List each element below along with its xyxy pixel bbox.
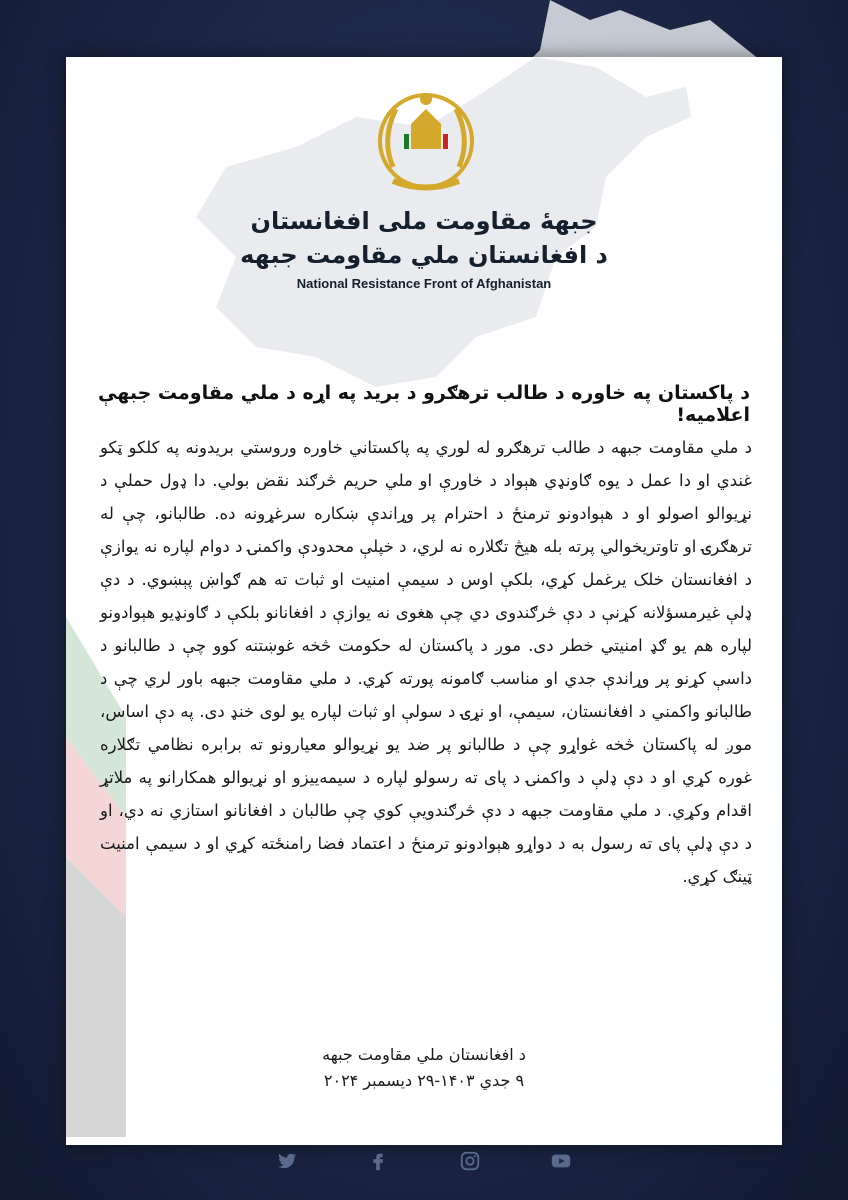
statement-sheet xyxy=(66,57,782,1145)
facebook-icon[interactable] xyxy=(367,1150,389,1172)
signature-block xyxy=(66,1042,782,1094)
signature-date: ۹ جدي ۱۴۰۳-۲۹ دیسمبر ۲۰۲۴ xyxy=(323,1071,525,1090)
org-name-dari: جبههٔ مقاومت ملی افغانستان xyxy=(250,207,598,235)
signature-org: د افغانستان ملي مقاومت جبهه xyxy=(322,1045,526,1064)
instagram-icon[interactable] xyxy=(459,1150,481,1172)
social-links xyxy=(276,1150,572,1172)
statement-body: د ملي مقاومت جبهه د طالب ترهګرو له لوري په پاکستاني خاوره وروستي بریدونه په کلکو ټکو غندي او دا عمل د یوه ګاونډي هېواد د خاورې او ملي حریم څرګند نقض بولي. دا ډول حملې د نړیوالو اصولو او د هېوادونو ترمنځ د احترام پر وړاندې ښکاره سرغړونه ده. طالبانو، چې له ترهګرۍ او تاوتریخوالي پرته بله هیڅ تګلاره نه لري، د خپلې محدودې واکمنۍ د دوام لپاره نه یوازې د افغانستان خلک یرغمل کړي، بلکې اوس د سیمې امنیت او ثبات ته هم ګواښ پېښوي. د دې ډلې غیرمسؤلانه کړنې د دې څرګندوی دي چې هغوی نه یوازې د افغانانو بلکې د ګاونډیو هېوادونو لپاره هم یو ګډ امنیتي خطر دی. موږ د پاکستان له حکومت څخه غوښتنه کوو چې د طالبانو د داسې کړنو پر وړاندې جدي او مناسب ګامونه پورته کړي. د ملي مقاومت جبهه باور لري چې د طالبانو واکمني د افغانستان، سیمې، او نړۍ د سولې او ثبات لپاره یو لوی خنډ دی. په دې اساس، موږ له پاکستان څخه غواړو چې د طالبانو پر ضد یو نړیوالو معیارونو ته برابره نظامي تګلاره غوره کړي او د دې ډلې د واکمنۍ د پای ته رسولو لپاره د سیمه‌ییزو او نړیوالو همکارانو په ملاتړ اقدام وکړي. د ملي مقاومت جبهه د دې څرګندویې کوي چې طالبان د افغانانو استازي نه دي، او د دې ډلې پای ته رسول به د دواړو هېوادونو ترمنځ د اعتماد فضا رامنځته کړي او د سیمې امنیت ټینګ کړي. xyxy=(100,438,752,886)
org-name-english: National Resistance Front of Afghanistan xyxy=(296,276,552,291)
youtube-icon[interactable] xyxy=(550,1150,572,1172)
statement-title: د پاکستان په خاوره د طالب ترهګرو د برید په اړه د ملي مقاومت جبهې اعلامیه! xyxy=(98,382,750,426)
national-emblem-icon xyxy=(371,89,481,204)
twitter-icon[interactable] xyxy=(276,1150,298,1172)
org-name-pashto: د افغانستان ملي مقاومت جبهه xyxy=(240,241,608,269)
